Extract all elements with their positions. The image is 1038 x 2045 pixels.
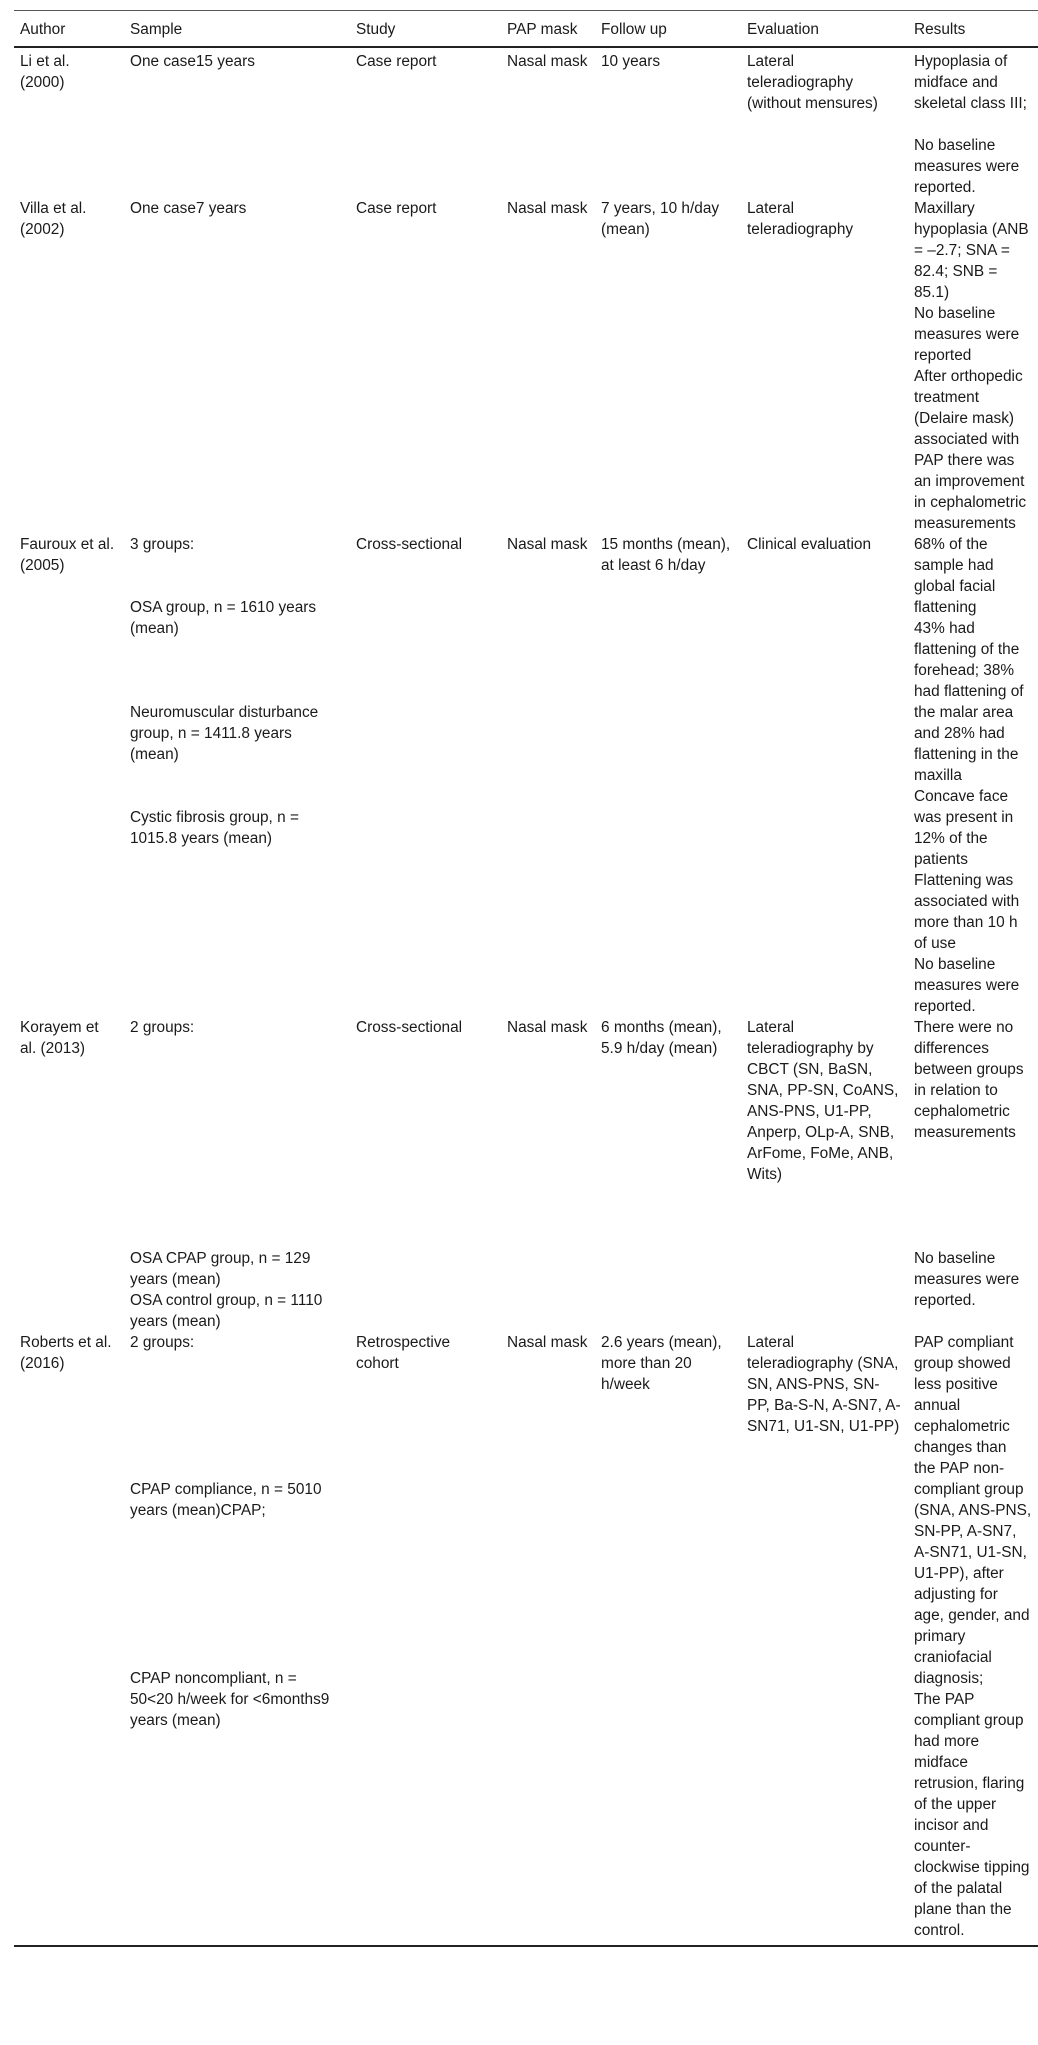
header-row (14, 11, 1038, 48)
study-cell: Retrospective cohort (350, 1332, 501, 1946)
results-cell (908, 534, 1038, 1017)
result-line: No baseline measures were reported. (914, 956, 1020, 1015)
followup-cell: 2.6 years (mean), more than 20 h/week (595, 1332, 741, 1946)
sample-line: CPAP compliance, n = 5010 years (mean)CPAP; (130, 1481, 322, 1519)
header-follow-up: Follow up (595, 11, 741, 48)
study-cell: Cross-sectional (356, 536, 463, 553)
followup-cell: 7 years, 10 h/day (mean) (601, 200, 720, 238)
result-line: Hypoplasia of midface and skeletal class III; (914, 53, 1027, 112)
result-line: There were no differences between groups in relation to cephalometric measurements (914, 1019, 1024, 1141)
evaluation-cell: Lateral teleradiography (SNA, SN, ANS-PNS, SN-PP, Ba-S-N, A-SN7, A-SN71, U1-SN, U1-PP) (741, 1332, 908, 1946)
studies-table (14, 10, 1038, 1947)
sample-line: Cystic fibrosis group, n = 1015.8 years (mean) (130, 809, 299, 847)
sample-cell (124, 1332, 350, 1946)
sample-line: 2 groups: (130, 1019, 195, 1036)
header-author: Author (14, 11, 124, 48)
author-cell: Korayem et al. (2013) (20, 1019, 99, 1057)
table-row (14, 198, 1038, 534)
header-study: Study (350, 11, 501, 48)
mask-cell: Nasal mask (501, 1332, 595, 1946)
results-cell (908, 198, 1038, 534)
evaluation-cell: Lateral teleradiography by CBCT (SN, BaSN, SNA, PP-SN, CoANS, ANS-PNS, U1-PP, Anperp, OLp-A, SNB, ArFome, FoMe, ANB, Wits) (747, 1019, 899, 1183)
sample-line: 2 groups: (130, 1334, 195, 1351)
mask-cell: Nasal mask (507, 200, 588, 217)
result-line: Concave face was present in 12% of the patients (914, 788, 1014, 868)
evaluation-cell: Lateral teleradiography (without mensures) (747, 53, 878, 112)
header-results: Results (908, 11, 1038, 48)
sample-line: OSA group, n = 1610 years (mean) (130, 599, 317, 637)
result-line: Flattening was associated with more than 10 h of use (914, 872, 1020, 952)
result-line: No baseline measures were reported (914, 305, 1020, 364)
result-line: After orthopedic treatment (Delaire mask) associated with PAP there was an improvement in cephalometric measurements (914, 368, 1027, 532)
header-evaluation: Evaluation (741, 11, 908, 48)
sample-cell (124, 1017, 350, 1332)
header-pap-mask: PAP mask (501, 11, 595, 48)
sample-line: One case15 years (130, 53, 255, 70)
table-row (14, 47, 1038, 198)
result-line: 68% of the sample had global facial flattening (914, 536, 996, 616)
table-row (14, 1017, 1038, 1332)
author-cell: Villa et al. (2002) (20, 200, 87, 238)
header-sample: Sample (124, 11, 350, 48)
result-line: No baseline measures were reported. (914, 137, 1020, 196)
study-cell: Case report (356, 53, 437, 70)
results-cell (908, 47, 1038, 198)
author-cell: Fauroux et al. (2005) (20, 536, 115, 574)
sample-cell (124, 198, 350, 534)
result-line: Maxillary hypoplasia (ANB = –2.7; SNA = 82.4; SNB = 85.1) (914, 200, 1029, 301)
followup-cell: 15 months (mean), at least 6 h/day (601, 536, 731, 574)
sample-line: 3 groups: (130, 536, 195, 553)
table-row (14, 534, 1038, 1017)
result-line: 43% had flattening of the forehead; 38% had flattening of the malar area and 28% had flattening in the maxilla (914, 620, 1024, 784)
results-cell (908, 1017, 1038, 1332)
evaluation-cell: Lateral teleradiography (747, 200, 854, 238)
sample-cell (124, 534, 350, 1017)
mask-cell: Nasal mask (507, 53, 588, 70)
followup-cell: 10 years (601, 53, 661, 70)
result-line: No baseline measures were reported. (914, 1250, 1020, 1309)
table-row (14, 1332, 1038, 1946)
results-cell (908, 1332, 1038, 1946)
author-cell: Roberts et al. (2016) (14, 1332, 124, 1946)
sample-line: OSA CPAP group, n = 129 years (mean) (130, 1250, 311, 1288)
study-cell: Case report (356, 200, 437, 217)
study-cell: Cross-sectional (356, 1019, 463, 1036)
sample-line: One case7 years (130, 200, 247, 217)
sample-line: CPAP noncompliant, n = 50<20 h/week for <6months9 years (mean) (130, 1670, 330, 1729)
result-line: PAP compliant group showed less positive annual cephalometric changes than the PAP non-compliant group (SNA, ANS-PNS, SN-PP, A-SN7, A-SN71, U1-SN, U1-PP), after adjusting for age, gender, and primary craniofacial diagnosis; (914, 1334, 1032, 1687)
result-line: The PAP compliant group had more midface retrusion, flaring of the upper incisor and counter-clockwise tipping of the palatal plane than the control. (914, 1691, 1030, 1939)
sample-line: Neuromuscular disturbance group, n = 1411.8 years (mean) (130, 704, 319, 763)
sample-cell (124, 47, 350, 198)
mask-cell: Nasal mask (507, 1019, 588, 1036)
followup-cell: 6 months (mean), 5.9 h/day (mean) (601, 1019, 722, 1057)
mask-cell: Nasal mask (507, 536, 588, 553)
author-cell: Li et al. (2000) (20, 53, 70, 91)
evaluation-cell: Clinical evaluation (747, 536, 872, 553)
sample-line: OSA control group, n = 1110 years (mean) (130, 1292, 323, 1330)
